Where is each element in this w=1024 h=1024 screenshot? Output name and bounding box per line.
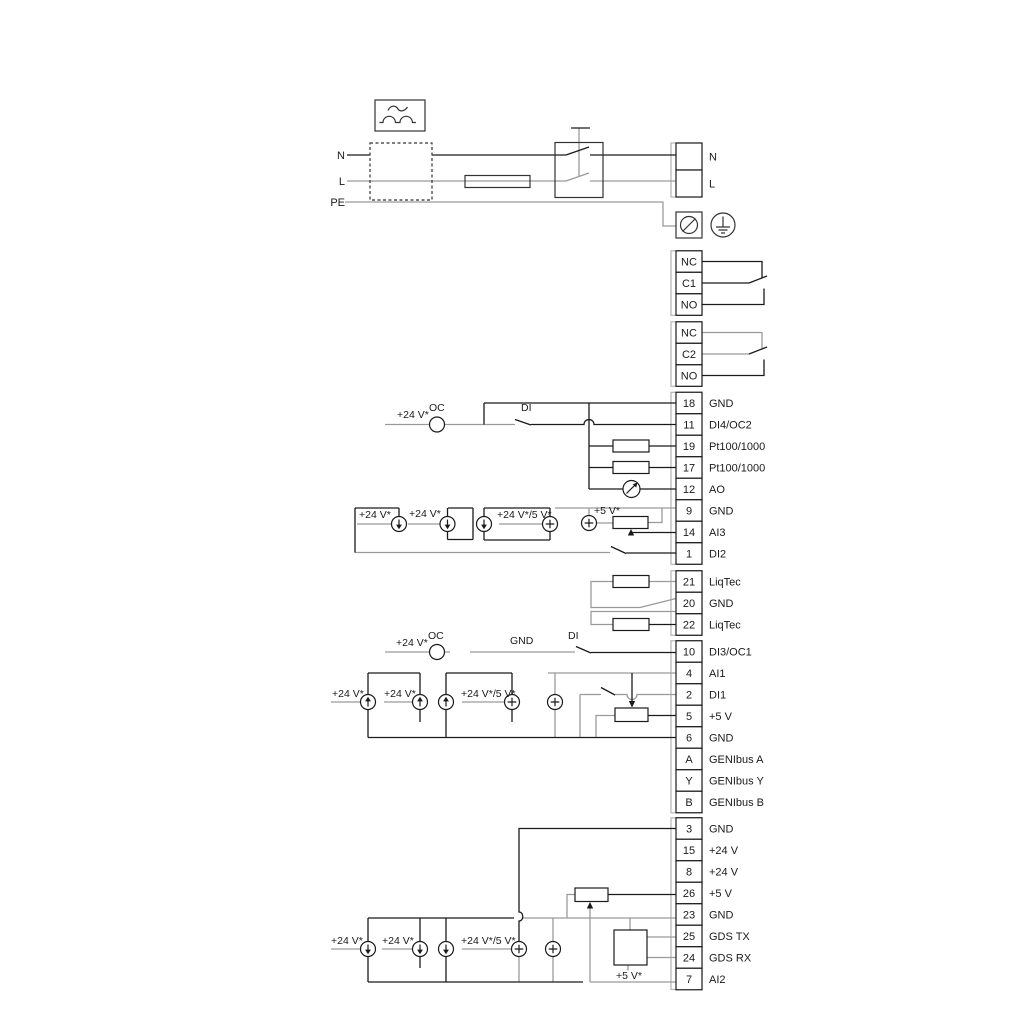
terminal-number: 12 xyxy=(682,484,696,496)
terminal-number: 8 xyxy=(685,866,693,879)
liqtec-resistor-icon xyxy=(613,576,649,588)
terminal-label: DI4/OC2 xyxy=(709,419,752,432)
terminal-number: 21 xyxy=(682,576,696,589)
terminal-label: DI2 xyxy=(709,548,727,561)
gnd-label: GND xyxy=(510,635,534,647)
pe-screw-terminal-icon xyxy=(676,212,702,238)
relay1-contact-wire xyxy=(702,262,767,305)
voltage-source-plus-icon xyxy=(548,695,563,710)
terminal-label: DI3/OC1 xyxy=(709,646,752,659)
oc-label: OC xyxy=(428,630,444,642)
earth-icon xyxy=(711,213,735,237)
terminal-number: 18 xyxy=(682,398,696,410)
terminal-number: 3 xyxy=(685,823,693,836)
power-label-n-left: N xyxy=(337,150,345,162)
terminal-row xyxy=(676,592,734,614)
terminal-label: AI2 xyxy=(709,974,726,986)
v24-label: +24 V* xyxy=(332,688,364,700)
terminal-label: GND xyxy=(709,732,734,745)
v5-label: +5 V* xyxy=(594,505,620,517)
terminal-number: NC xyxy=(681,256,697,269)
terminal-number: NO xyxy=(680,299,698,312)
relay1-terminal xyxy=(676,294,702,316)
terminal-number: 10 xyxy=(682,646,696,659)
terminal-number: 22 xyxy=(682,619,696,632)
terminal-label: AI3 xyxy=(709,527,726,539)
terminal-label: GND xyxy=(709,598,734,610)
terminal-number: 14 xyxy=(682,527,696,539)
v24-5-label: +24 V*/5 V* xyxy=(461,935,516,947)
terminal-number: 5 xyxy=(685,711,693,723)
terminal-number: 7 xyxy=(685,974,693,986)
relay2-wire-gray xyxy=(702,333,762,355)
symbols xyxy=(361,417,597,957)
di-label: DI xyxy=(568,630,579,642)
terminal-label: +24 V xyxy=(709,845,739,857)
terminal-number: A xyxy=(685,754,693,766)
terminal-number: NC xyxy=(681,327,697,340)
current-source-down-icon xyxy=(439,942,454,957)
terminal-row xyxy=(676,543,726,565)
di3-oc1-wire-dark xyxy=(576,647,676,654)
v24-5-label: +24 V*/5 V* xyxy=(497,509,552,521)
current-source-down-icon xyxy=(440,517,455,532)
current-source-up-icon xyxy=(439,695,454,710)
mains-terminal-n xyxy=(676,143,702,170)
terminal-number: 15 xyxy=(682,845,696,857)
wires-dark xyxy=(347,128,767,982)
terminal-number: 9 xyxy=(685,505,693,518)
relay1-terminal xyxy=(676,251,702,272)
terminal-row xyxy=(676,684,726,706)
terminal-number: 24 xyxy=(682,952,696,965)
v24-5-label: +24 V*/5 V* xyxy=(461,688,516,700)
relay2-terminal xyxy=(676,322,702,344)
terminal-label: GENIbus A xyxy=(709,754,764,766)
terminal-label: +24 V xyxy=(709,866,739,879)
terminal-label: GENIbus B xyxy=(709,797,765,809)
terminal-row xyxy=(676,968,726,990)
terminal-row xyxy=(676,925,750,947)
open-collector-icon xyxy=(430,645,445,660)
voltage-source-plus-icon xyxy=(582,516,597,531)
relay2-terminal xyxy=(676,343,702,365)
relay2-terminal xyxy=(676,365,702,387)
terminal-number: C1 xyxy=(681,278,697,291)
terminal-label: LiqTec xyxy=(709,619,741,632)
terminal-label: GDS TX xyxy=(709,931,750,943)
terminal-number: C2 xyxy=(681,349,697,362)
terminal-row xyxy=(676,571,741,593)
pt100-resistor-icon xyxy=(613,440,649,452)
terminal-row xyxy=(676,770,764,792)
terminal-label: GND xyxy=(709,398,734,410)
terminal-label: Pt100/1000 xyxy=(709,441,766,453)
terminal-label: +5 V xyxy=(709,711,732,723)
terminal-number: 11 xyxy=(683,419,695,432)
di-label: DI xyxy=(521,402,532,414)
terminal-row xyxy=(676,727,734,749)
terminal-row xyxy=(676,705,733,727)
voltage-source-plus-icon xyxy=(546,942,561,957)
terminal-label: DI1 xyxy=(709,689,727,702)
analog-output-meter-icon xyxy=(623,481,640,498)
terminal-number: 20 xyxy=(682,598,696,610)
pt100-resistor-icon xyxy=(613,462,649,474)
current-source-down-icon xyxy=(413,942,428,957)
terminal-row xyxy=(676,662,726,684)
terminal-row xyxy=(676,392,734,414)
mains-waveform-icon xyxy=(375,100,425,131)
terminal-number: 2 xyxy=(685,689,693,702)
terminal-row xyxy=(676,641,752,663)
potentiometer-icon xyxy=(575,888,608,909)
terminal-number: 19 xyxy=(682,441,696,453)
terminal-number: Y xyxy=(685,775,693,788)
terminal-number: 23 xyxy=(682,909,696,922)
v5-label: +5 V* xyxy=(616,970,642,982)
terminal-row xyxy=(676,500,734,522)
liqtec-resistor-icon xyxy=(613,619,649,631)
terminal-row xyxy=(676,478,725,500)
terminal-row xyxy=(676,748,764,770)
terminal-row xyxy=(676,435,765,457)
ai1-row-wire-gray xyxy=(331,673,676,738)
terminal-row xyxy=(676,791,764,813)
terminal-box xyxy=(676,170,702,197)
terminal-number: 4 xyxy=(685,668,693,680)
oc-label: OC xyxy=(429,402,445,414)
terminal-number: 6 xyxy=(685,732,693,745)
terminal-label: GND xyxy=(709,909,734,922)
terminal-label: +5 V xyxy=(709,888,732,900)
relay1-terminal xyxy=(676,272,702,294)
terminal-row xyxy=(676,882,733,904)
terminals xyxy=(676,143,765,990)
v24-label: +24 V* xyxy=(396,637,428,649)
v24-label: +24 V* xyxy=(397,409,429,421)
v24-label: +24 V* xyxy=(382,935,414,947)
terminal-label: GND xyxy=(709,823,734,836)
terminal-number: B xyxy=(685,797,693,809)
power-label-pe: PE xyxy=(330,197,345,209)
terminal-label: AO xyxy=(709,484,725,496)
power-wire-dark xyxy=(347,128,676,155)
potentiometer-icon xyxy=(615,701,648,722)
terminal-label: GND xyxy=(709,505,734,518)
terminal-label: GENIbus Y xyxy=(709,775,764,788)
annotations xyxy=(330,150,717,982)
open-collector-icon xyxy=(430,417,445,432)
terminal-number: 17 xyxy=(682,462,696,475)
terminal-row xyxy=(676,818,734,840)
terminal-label: AI1 xyxy=(709,668,726,680)
terminal-label: Pt100/1000 xyxy=(709,462,766,475)
terminal-row xyxy=(676,904,734,926)
v24-label: +24 V* xyxy=(409,508,441,520)
terminal-label: GDS RX xyxy=(709,952,752,965)
terminal-row xyxy=(676,614,741,636)
power-label-l-right: L xyxy=(709,178,716,191)
current-source-down-icon xyxy=(392,517,407,532)
filter-box-icon xyxy=(370,143,432,200)
terminal-row xyxy=(676,457,765,479)
gds-module-box xyxy=(614,930,647,965)
terminal-number: 1 xyxy=(685,548,693,561)
relay2-contact-wire xyxy=(702,347,767,376)
power-label-n-right: N xyxy=(709,151,717,164)
terminal-label: LiqTec xyxy=(709,576,741,589)
power-label-l-left: L xyxy=(338,176,345,188)
terminal-row xyxy=(676,861,739,883)
terminal-row xyxy=(676,414,752,436)
terminal-number: NO xyxy=(680,370,698,383)
terminal-row xyxy=(676,521,726,543)
terminal-box xyxy=(676,143,702,170)
v24-label: +24 V* xyxy=(331,935,363,947)
v24-label: +24 V* xyxy=(384,688,416,700)
terminal-row xyxy=(676,839,739,861)
current-source-down-icon xyxy=(477,517,492,532)
v24-label: +24 V* xyxy=(359,509,391,521)
terminal-row xyxy=(676,947,752,969)
mains-terminal-l xyxy=(676,170,702,197)
terminal-number: 26 xyxy=(682,888,696,900)
terminal-number: 25 xyxy=(682,931,696,943)
